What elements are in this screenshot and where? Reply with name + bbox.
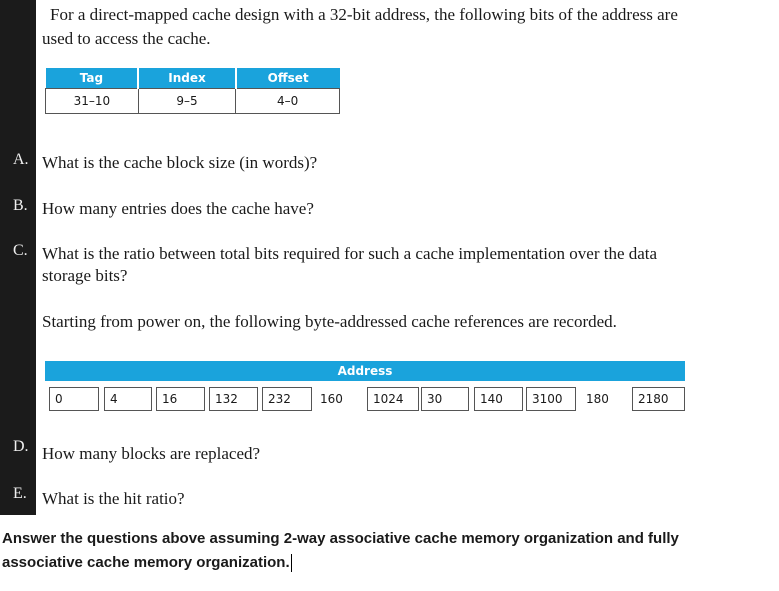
- question-c-label: C.: [13, 242, 28, 259]
- question-e-text: What is the hit ratio?: [42, 489, 185, 508]
- address-cell: 2180: [632, 387, 685, 411]
- address-cell: 232: [262, 387, 312, 411]
- address-cell: 160: [320, 392, 343, 406]
- question-c-line-2: storage bits?: [42, 266, 128, 285]
- offset-header: Offset: [236, 68, 340, 89]
- question-c-line-1: What is the ratio between total bits required for such a cache implementation over the data: [42, 244, 658, 263]
- address-cell: 4: [104, 387, 152, 411]
- address-cell: 140: [474, 387, 523, 411]
- footer-line-1: Answer the questions above assuming 2-way associative cache memory organization and fully: [2, 530, 679, 547]
- address-cell: 3100: [526, 387, 576, 411]
- intro-line-2: used to access the cache.: [42, 29, 211, 48]
- text-cursor: [291, 554, 292, 572]
- question-a-text: What is the cache block size (in words)?: [42, 153, 318, 172]
- index-header: Index: [138, 68, 236, 89]
- address-cell: 30: [421, 387, 469, 411]
- question-b-label: B.: [13, 197, 28, 214]
- question-e-label: E.: [13, 485, 27, 502]
- intro-line-1: For a direct-mapped cache design with a 32-bit address, the following bits of the address are: [50, 5, 678, 24]
- offset-bits: 4–0: [236, 89, 340, 114]
- tag-header: Tag: [46, 68, 139, 89]
- address-header: Address: [45, 361, 685, 381]
- references-intro: Starting from power on, the following byte-addressed cache references are recorded.: [42, 312, 617, 331]
- address-cell: 132: [209, 387, 258, 411]
- footer-line-2-wrapper[interactable]: [2, 554, 292, 572]
- question-d-text: How many blocks are replaced?: [42, 444, 261, 463]
- address-cell: 1024: [367, 387, 419, 411]
- address-cell: 0: [49, 387, 99, 411]
- question-a-label: A.: [13, 151, 29, 168]
- footer-line-2: associative cache memory organization.: [2, 554, 290, 571]
- index-bits: 9–5: [138, 89, 236, 114]
- question-d-label: D.: [13, 438, 29, 455]
- address-cell: 180: [586, 392, 609, 406]
- address-cell: 16: [156, 387, 205, 411]
- tag-bits: 31–10: [46, 89, 139, 114]
- cache-address-bits-table: [45, 68, 340, 114]
- question-b-text: How many entries does the cache have?: [42, 199, 314, 218]
